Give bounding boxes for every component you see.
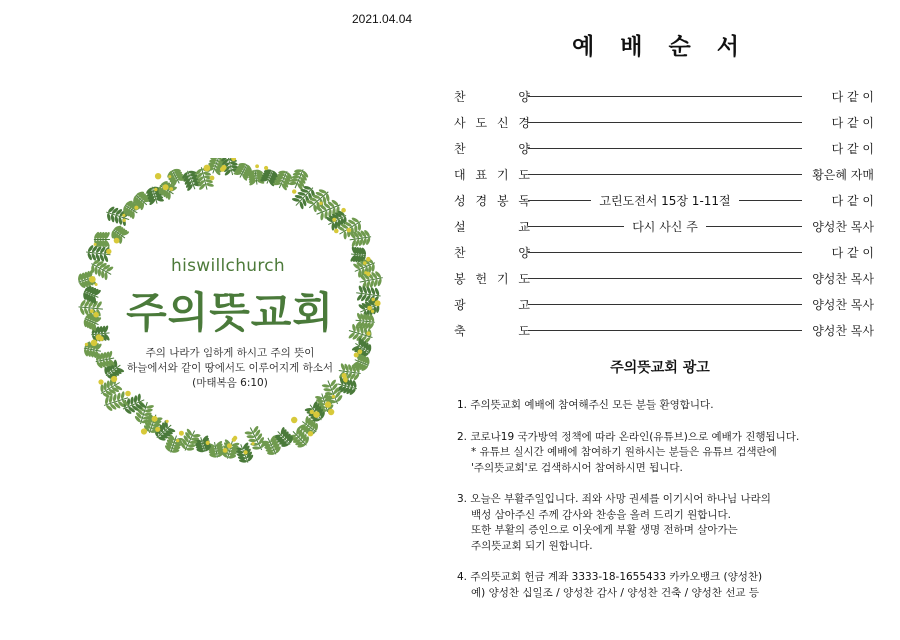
wreath-flower <box>114 238 120 244</box>
wreath-flower <box>176 439 179 442</box>
wreath-flower <box>227 443 232 448</box>
order-item <box>454 320 874 346</box>
order-item <box>454 268 874 294</box>
announcement-detail-line: * 유튜브 실시간 예배에 참여하기 원하시는 분들은 유튜브 검색란에 <box>471 446 777 458</box>
wreath-flower <box>325 401 331 407</box>
wreath-flower <box>264 166 268 170</box>
announcement-detail-line: '주의뜻교회'로 검색하시어 참여하시면 됩니다. <box>471 461 683 474</box>
wreath-flower <box>163 184 169 190</box>
wreath-flower <box>358 349 363 354</box>
wreath-flower <box>310 410 314 414</box>
wreath-flower <box>366 257 371 262</box>
leader-line <box>528 148 802 149</box>
order-item-label: 찬 양 <box>454 142 530 156</box>
order-item-label: 설 교 <box>454 220 530 234</box>
wreath-flower <box>292 189 296 193</box>
order-item <box>454 112 874 138</box>
wreath-flower <box>152 416 158 422</box>
wreath-flower <box>371 310 374 313</box>
wreath-flower <box>232 437 236 441</box>
announcement-detail-line: 또한 부활의 증인으로 이웃에게 부활 생명 전하며 살아가는 <box>471 524 738 536</box>
order-item-label: 성 경 봉 독 <box>454 194 530 208</box>
wreath-flower <box>125 391 131 397</box>
wreath-flower <box>166 420 169 423</box>
leader-line <box>528 278 802 279</box>
order-item <box>454 190 874 216</box>
wreath-flower <box>93 312 99 318</box>
wreath-flower <box>375 300 381 306</box>
order-item-label: 사 도 신 경 <box>454 116 530 130</box>
wreath-flower <box>363 261 367 265</box>
order-item-leader: 양성찬 목사 <box>812 220 874 234</box>
announcement-detail-line: 예) 양성찬 십일조 / 양성찬 감사 / 양성찬 건축 / 양성찬 선교 등 <box>471 586 760 599</box>
wreath-flower <box>95 283 98 286</box>
wreath-flower <box>366 272 370 276</box>
wreath-flower <box>313 411 320 418</box>
order-item-label: 대 표 기 도 <box>454 168 530 182</box>
wreath-sprig <box>108 222 131 245</box>
wreath-flower <box>155 427 160 432</box>
wreath-flower <box>223 448 228 453</box>
logo-verse <box>105 346 355 391</box>
wreath-flower <box>251 442 254 445</box>
wreath-flower <box>206 441 210 445</box>
leader-line <box>528 96 802 97</box>
wreath-flower <box>291 417 297 423</box>
order-item <box>454 294 874 320</box>
announcements-title: 주의뜻교회 광고 <box>610 360 710 376</box>
announcement-item <box>457 492 887 554</box>
order-item <box>454 164 874 190</box>
wreath-flower <box>204 165 211 172</box>
order-item-label: 광 고 <box>454 298 530 312</box>
order-item-label: 찬 양 <box>454 90 530 104</box>
order-of-worship <box>454 86 874 346</box>
wreath-flower <box>154 188 157 191</box>
wreath-flower <box>123 219 126 222</box>
announcement-line: 2. 코로나19 국가방역 정책에 따라 온라인(유튜브)으로 예배가 진행됩니다. <box>457 430 800 443</box>
order-item-detail: 고린도전서 15장 1-11절 <box>528 192 802 209</box>
verse-line: 하늘에서와 같이 땅에서도 이루어지게 하소서 <box>126 362 334 374</box>
announcement-item <box>457 570 887 601</box>
order-item-leader: 양성찬 목사 <box>812 298 874 312</box>
wreath-flower <box>371 298 375 302</box>
wreath-flower <box>89 276 96 283</box>
logo-korean-name: 주의뜻교회 <box>126 288 334 337</box>
wreath-flower <box>244 450 248 454</box>
order-item-label: 봉 헌 기 도 <box>454 272 530 286</box>
leader-line <box>528 304 802 305</box>
wreath-flower <box>179 431 184 436</box>
wreath-flower <box>347 228 352 233</box>
wreath-flower <box>341 208 346 213</box>
wreath-flower <box>91 340 98 347</box>
wreath-flower <box>85 343 88 346</box>
wreath-flower <box>367 306 372 311</box>
wreath-flower <box>141 428 147 434</box>
logo-english-name: hiswillchurch <box>171 256 285 276</box>
wreath-flower <box>134 206 138 210</box>
announcement-detail-line: 백성 삼아주신 주께 감사와 찬송을 올려 드리기 원합니다. <box>471 508 731 521</box>
wreath-flower <box>328 409 334 415</box>
leader-line <box>528 122 802 123</box>
wreath-flower <box>155 173 161 179</box>
order-item <box>454 216 874 242</box>
wreath-flower <box>319 202 322 205</box>
wreath-flower <box>106 249 111 254</box>
wreath-flower <box>308 431 313 436</box>
order-item-leader: 양성찬 목사 <box>812 324 874 338</box>
leader-line <box>528 252 802 253</box>
announcements-list <box>457 398 887 617</box>
announcement-item <box>457 430 887 477</box>
wreath-flower <box>90 309 94 313</box>
wreath-flower <box>366 331 370 335</box>
announcement-line: 1. 주의뜻교회 예배에 참여해주신 모든 분들 환영합니다. <box>457 399 714 411</box>
wreath-flower <box>221 165 226 170</box>
wreath-flower <box>332 395 335 398</box>
wreath-flower <box>168 175 171 178</box>
wreath-flower <box>332 218 336 222</box>
wreath-flower <box>96 334 102 340</box>
order-item-leader: 다 같 이 <box>831 116 874 130</box>
wreath-flower <box>255 164 259 168</box>
order-item-leader: 다 같 이 <box>831 246 874 260</box>
bulletin-date: 2021.04.04 <box>352 12 413 26</box>
order-item <box>454 242 874 268</box>
announcement-line: 3. 오늘은 부활주일입니다. 죄와 사망 권세를 이기시어 하나님 나라의 <box>457 493 771 505</box>
leader-line <box>528 174 802 175</box>
church-logo <box>60 158 400 478</box>
order-title: 예 배 순 서 <box>572 34 748 60</box>
order-item-leader: 다 같 이 <box>831 142 874 156</box>
wreath-flower <box>210 176 215 181</box>
order-item-label: 축 도 <box>454 324 530 338</box>
order-item-detail: 다시 사신 주 <box>528 218 802 235</box>
wreath-flower <box>169 187 173 191</box>
wreath-flower <box>98 379 103 384</box>
wreath-flower <box>122 214 125 217</box>
wreath-flower <box>94 243 97 246</box>
announcement-item <box>457 398 887 414</box>
order-item-label: 찬 양 <box>454 246 530 260</box>
leader-line <box>528 330 802 331</box>
verse-line: 주의 나라가 임하게 하시고 주의 뜻이 <box>145 347 315 359</box>
announcement-line: 4. 주의뜻교회 헌금 계좌 3333-18-1655433 카카오뱅크 (양성찬) <box>457 571 763 583</box>
wreath-flower <box>334 229 339 234</box>
order-item-leader: 황은혜 자매 <box>812 168 874 182</box>
order-item-leader: 양성찬 목사 <box>812 272 874 286</box>
announcement-detail-line: 주의뜻교회 되기 원합니다. <box>471 539 593 552</box>
verse-reference: (마태복음 6:10) <box>192 377 268 389</box>
order-item <box>454 138 874 164</box>
order-item-leader: 다 같 이 <box>831 90 874 104</box>
order-item <box>454 86 874 112</box>
order-item-leader: 다 같 이 <box>831 194 874 208</box>
